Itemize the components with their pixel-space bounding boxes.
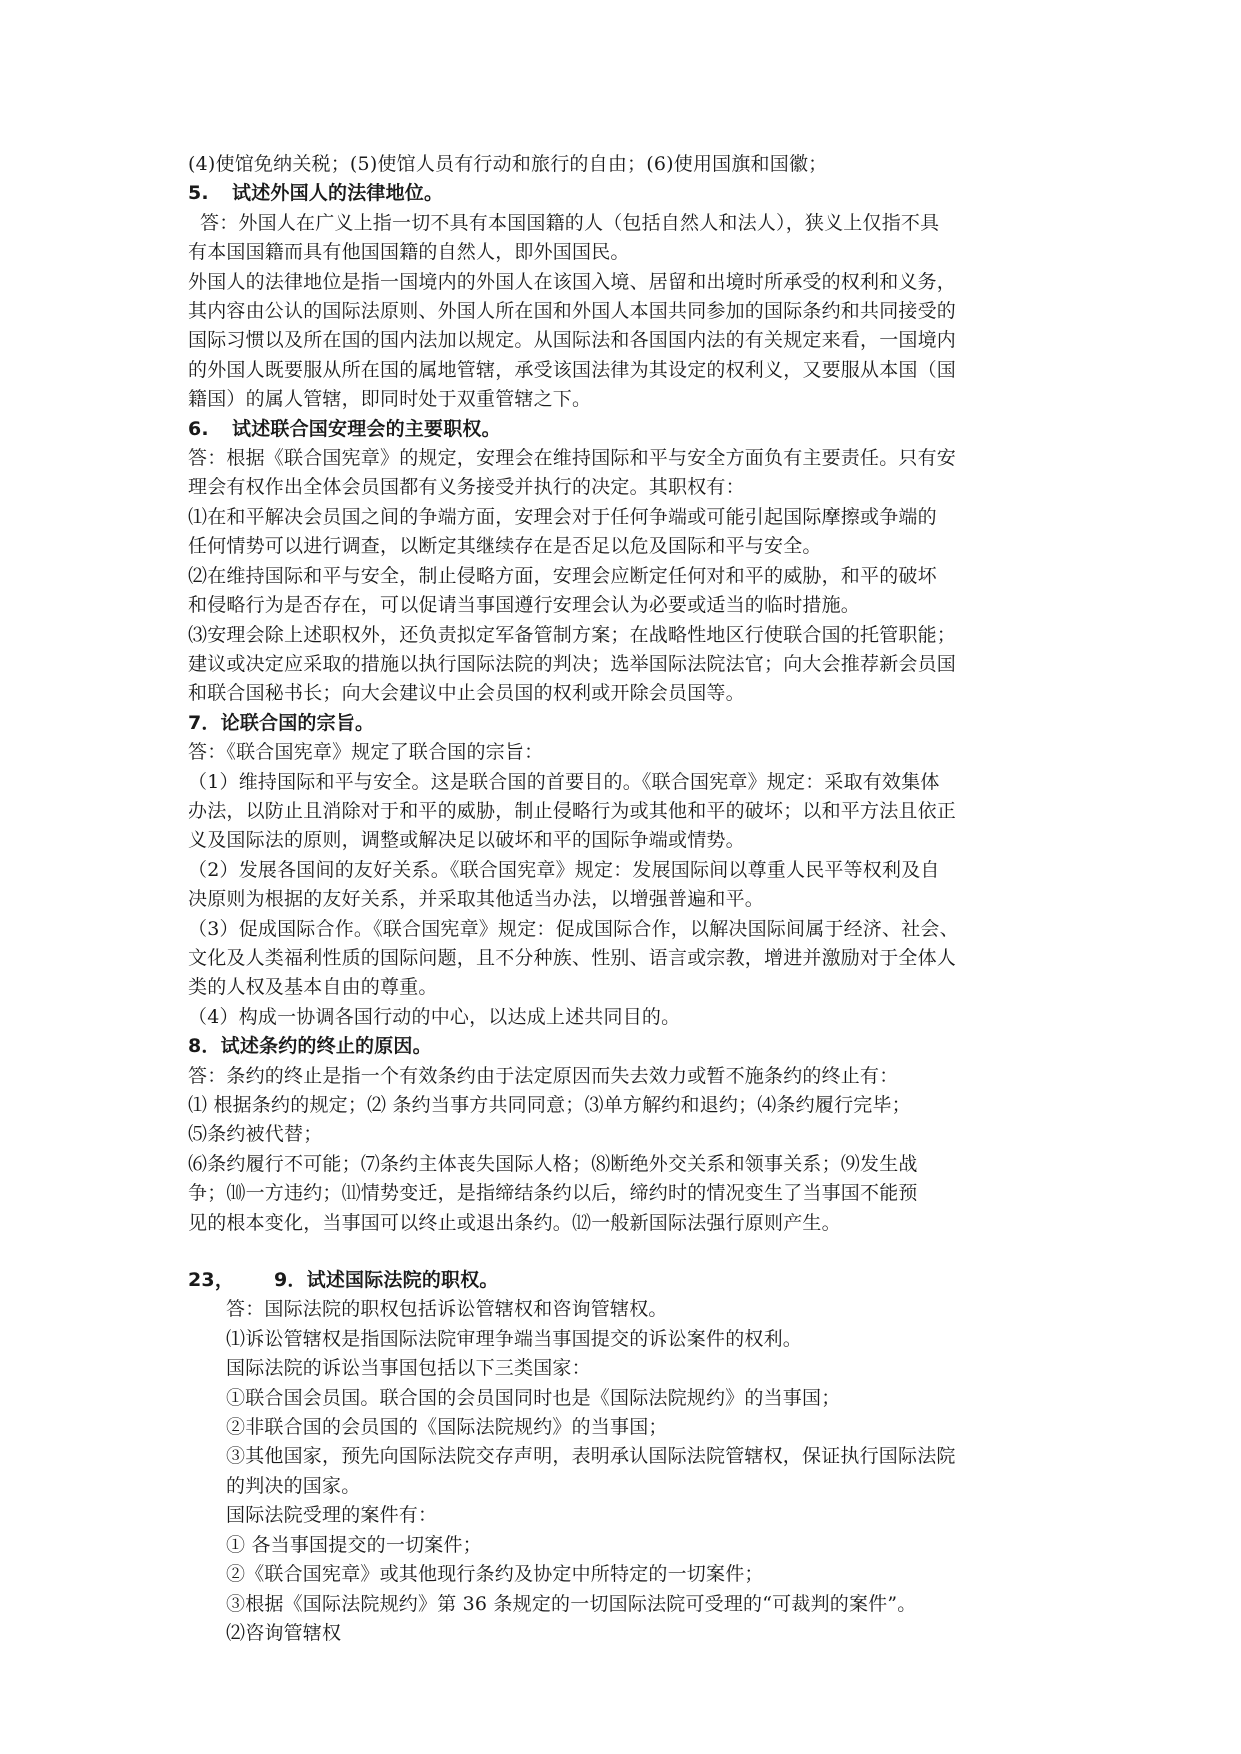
answer-line: ⑸条约被代替； xyxy=(188,1123,323,1146)
answer-line: ⑶安理会除上述职权外，还负责拟定军备管制方案；在战略性地区行使联合国的托管职能； xyxy=(188,623,957,646)
answer-line: 理会有权作出全体会员国都有义务接受并执行的决定。其职权有： xyxy=(188,476,745,499)
answer-line: 国际习惯以及所在国的国内法加以规定。从国际法和各国国内法的有关规定来看，一国境内 xyxy=(188,329,957,352)
answer-line: （1）维持国际和平与安全。这是联合国的首要目的。《联合国宪章》规定：采取有效集体 xyxy=(188,770,940,793)
answer-line: 外国人的法律地位是指一国境内的外国人在该国入境、居留和出境时所承受的权利和义务， xyxy=(188,270,957,293)
question-title: 9．试述国际法院的职权。 xyxy=(274,1269,499,1292)
answer-line: 文化及人类福利性质的国际问题，且不分种族、性别、语言或宗教，增进并激励对于全体人 xyxy=(188,946,957,969)
answer-line: 和侵略行为是否存在，可以促请当事国遵行安理会认为必要或适当的临时措施。 xyxy=(188,594,861,617)
answer-line: 有本国国籍而具有他国国籍的自然人，即外国国民。 xyxy=(188,241,630,264)
answer-line: 其内容由公认的国际法原则、外国人所在国和外国人本国共同参加的国际条约和共同接受的 xyxy=(188,300,957,323)
question-8-heading: 8．试述条约的终止的原因。 xyxy=(188,1035,432,1058)
answer-line: 的判决的国家。 xyxy=(226,1474,361,1497)
answer-line: （4）构成一协调各国行动的中心，以达成上述共同目的。 xyxy=(188,1005,681,1028)
answer-line: 和联合国秘书长；向大会建议中止会员国的权利或开除会员国等。 xyxy=(188,682,745,705)
question-9-heading xyxy=(188,1266,1054,1295)
answer-line: 国际法院的诉讼当事国包括以下三类国家： xyxy=(226,1357,591,1380)
answer-line: 国际法院受理的案件有： xyxy=(226,1504,438,1527)
answer-line: 义及国际法的原则，调整或解决足以破坏和平的国际争端或情势。 xyxy=(188,829,745,852)
answer-line: ⑹条约履行不可能；⑺条约主体丧失国际人格；⑻断绝外交关系和领事关系；⑼发生战 xyxy=(188,1152,918,1175)
question-number: 5. xyxy=(188,182,209,205)
answer-line: 的外国人既要服从所在国的属地管辖，承受该国法律为其设定的权利义，又要服从本国（国 xyxy=(188,358,957,381)
answer-line: ②非联合国的会员国的《国际法院规约》的当事国； xyxy=(226,1416,668,1439)
answer-line: 类的人权及基本自由的尊重。 xyxy=(188,976,438,999)
answer-line: ③根据《国际法院规约》第 36 条规定的一切国际法院可受理的“可裁判的案件”。 xyxy=(226,1592,917,1615)
answer-line: 答：国际法院的职权包括诉讼管辖权和咨询管辖权。 xyxy=(226,1298,668,1321)
question-prefix: 23， xyxy=(188,1269,235,1292)
question-7-heading: 7．论联合国的宗旨。 xyxy=(188,711,375,734)
question-6-heading xyxy=(188,415,1054,444)
answer-line: 答：条约的终止是指一个有效条约由于法定原因而失去效力或暂不施条约的终止有： xyxy=(188,1064,899,1087)
answer-line: 办法，以防止且消除对于和平的威胁，制止侵略行为或其他和平的破坏；以和平方法且依正 xyxy=(188,799,957,822)
document-page xyxy=(188,150,1054,1648)
answer-line: ⑴诉讼管辖权是指国际法院审理争端当事国提交的诉讼案件的权利。 xyxy=(226,1327,803,1350)
answer-line: 建议或决定应采取的措施以执行国际法院的判决；选举国际法院法官；向大会推荐新会员国 xyxy=(188,652,957,675)
answer-line: ⑴ 根据条约的规定；⑵ 条约当事方共同同意；⑶单方解约和退约；⑷条约履行完毕； xyxy=(188,1094,911,1116)
answer-line: 争；⑽一方违约；⑾情势变迁，是指缔结条约以后，缔约时的情况变生了当事国不能预 xyxy=(188,1182,918,1205)
question-title: 试述外国人的法律地位。 xyxy=(232,182,444,205)
answer-line: 见的根本变化，当事国可以终止或退出条约。⑿一般新国际法强行原则产生。 xyxy=(188,1211,841,1234)
answer-line: 答：外国人在广义上指一切不具有本国国籍的人（包括自然人和法人），狭义上仅指不具 xyxy=(200,211,940,234)
answer-line: （3）促成国际合作。《联合国宪章》规定：促成国际合作，以解决国际间属于经济、社会、 xyxy=(188,917,959,940)
answer-line: ⑵咨询管辖权 xyxy=(226,1621,342,1644)
question-number: 6. xyxy=(188,417,209,440)
answer-line: 答：根据《联合国宪章》的规定，安理会在维持国际和平与安全方面负有主要责任。只有安 xyxy=(188,447,957,470)
answer-line: ②《联合国宪章》或其他现行条约及协定中所特定的一切案件； xyxy=(226,1563,764,1586)
answer-line: 籍国）的属人管辖，即同时处于双重管辖之下。 xyxy=(188,388,592,411)
question-5-heading xyxy=(188,179,1054,208)
answer-line: 答：《联合国宪章》规定了联合国的宗旨： xyxy=(188,741,544,764)
text-line: (4)使馆免纳关税；(5)使馆人员有行动和旅行的自由；(6)使用国旗和国徽； xyxy=(188,153,828,175)
answer-line: ⑴在和平解决会员国之间的争端方面，安理会对于任何争端或可能引起国际摩擦或争端的 xyxy=(188,505,937,528)
answer-line: （2）发展各国间的友好关系。《联合国宪章》规定：发展国际间以尊重人民平等权利及自 xyxy=(188,858,940,881)
answer-line: 决原则为根据的友好关系，并采取其他适当办法，以增强普遍和平。 xyxy=(188,888,765,911)
answer-line: ③其他国家，预先向国际法院交存声明，表明承认国际法院管辖权，保证执行国际法院 xyxy=(226,1445,956,1468)
answer-line: 任何情势可以进行调查，以断定其继续存在是否足以危及国际和平与安全。 xyxy=(188,535,822,558)
answer-line: ① 各当事国提交的一切案件； xyxy=(226,1533,482,1556)
answer-line: ⑵在维持国际和平与安全，制止侵略方面，安理会应断定任何对和平的威胁，和平的破坏 xyxy=(188,564,937,587)
answer-line: ①联合国会员国。联合国的会员国同时也是《国际法院规约》的当事国； xyxy=(226,1386,841,1409)
question-title: 试述联合国安理会的主要职权。 xyxy=(232,417,501,440)
spacer xyxy=(188,1238,1054,1266)
